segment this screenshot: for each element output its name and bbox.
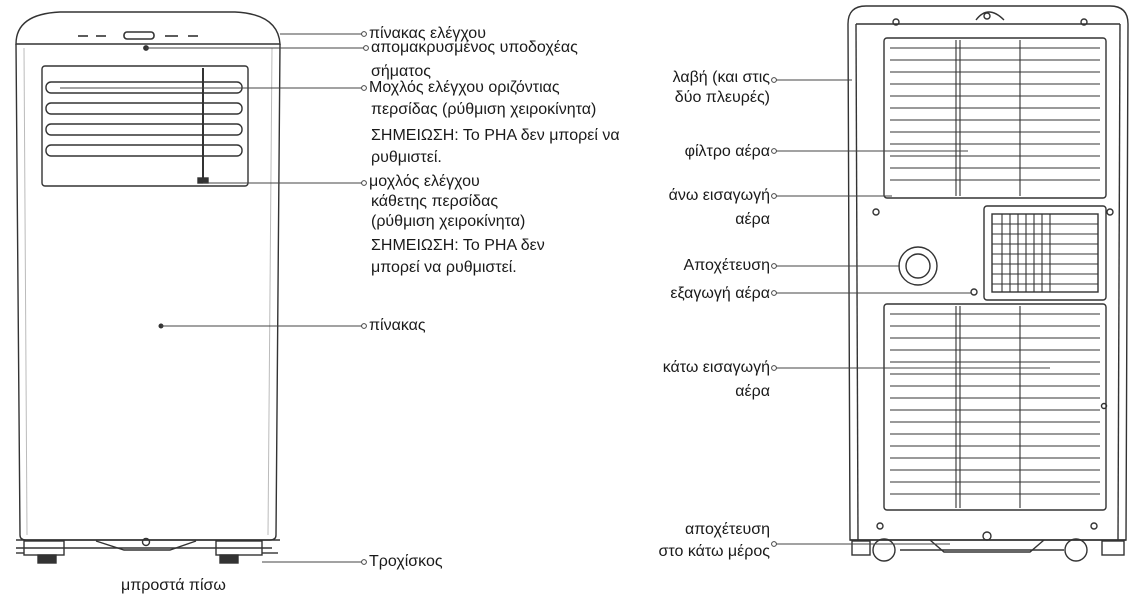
label-remote-receiver-2: σήματος: [371, 63, 431, 80]
label-panel: πίνακας: [369, 317, 426, 334]
label-control-panel: πίνακας ελέγχου: [369, 25, 486, 42]
label-bottom-drain-2: στο κάτω μέρος: [658, 543, 770, 560]
caption-front-back: μπροστά πίσω: [121, 577, 226, 594]
label-handle-2: δύο πλευρές): [674, 89, 770, 106]
label-air-filter: φίλτρο αέρα: [684, 143, 770, 160]
label-bottom-drain-1: αποχέτευση: [684, 521, 770, 538]
upper-grille-slats: [890, 40, 1100, 196]
control-panel-buttons: [78, 32, 198, 39]
label-handle-1: λαβή (και στις: [672, 69, 770, 86]
label-horizontal-lever-2: περσίδας (ρύθμιση χειροκίνητα): [371, 101, 597, 118]
label-lower-inlet-2: αέρα: [735, 383, 770, 400]
lower-grille-slats: [890, 306, 1100, 508]
front-base: [16, 539, 280, 564]
air-outlet-grille: [992, 214, 1098, 292]
label-horizontal-note-1: ΣΗΜΕΙΩΣΗ: Το PHA δεν μπορεί να: [371, 127, 620, 144]
label-air-outlet: εξαγωγή αέρα: [670, 285, 770, 302]
label-vertical-note-1: ΣΗΜΕΙΩΣΗ: Το PHA δεν: [371, 237, 545, 254]
label-vertical-lever-1: μοχλός ελέγχου: [369, 173, 480, 190]
label-lower-inlet-1: κάτω εισαγωγή: [662, 359, 770, 376]
label-vertical-lever-2: κάθετης περσίδας: [371, 193, 499, 210]
label-remote-receiver-1: απομακρυσμένος υποδοχέας: [371, 39, 578, 56]
label-vertical-lever-3: (ρύθμιση χειροκίνητα): [371, 213, 526, 230]
horizontal-louvers: [46, 82, 242, 156]
label-horizontal-note-2: ρυθμιστεί.: [371, 149, 442, 166]
front-body: [16, 44, 280, 540]
back-outer-shell: [848, 6, 1128, 540]
back-base: [850, 532, 1126, 561]
front-louver-frame: [42, 66, 248, 186]
air-filter-grille: [884, 38, 1106, 198]
front-unit: [16, 12, 280, 563]
back-unit: [848, 6, 1128, 561]
label-upper-inlet-1: άνω εισαγωγή: [668, 187, 770, 204]
drain-plug: [899, 247, 937, 285]
label-horizontal-lever-1: Μοχλός ελέγχου οριζόντιας: [369, 79, 560, 96]
label-upper-inlet-2: αέρα: [735, 211, 770, 228]
label-vertical-note-2: μπορεί να ρυθμιστεί.: [371, 259, 517, 276]
lower-inlet-grille: [884, 304, 1106, 510]
label-drain: Αποχέτευση: [683, 257, 770, 274]
label-caster: Τροχίσκος: [369, 553, 443, 570]
